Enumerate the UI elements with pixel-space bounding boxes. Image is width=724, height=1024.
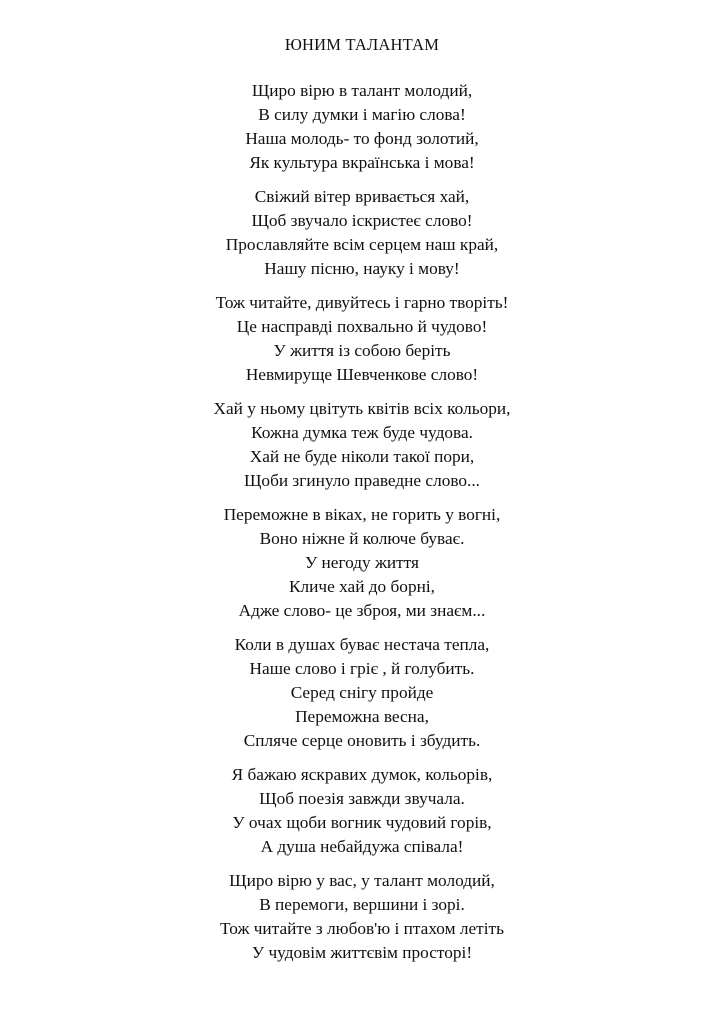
poem-line: Хай не буде ніколи такої пори,	[249, 447, 475, 466]
poem-line: В силу думки і магію слова!	[258, 105, 466, 124]
poem-line: Нашу пісню, науку і мову!	[264, 259, 460, 278]
poem-stanza	[0, 869, 724, 965]
poem-line: Кличе хай до борні,	[289, 577, 435, 596]
poem-stanza	[0, 763, 724, 859]
poem-line: Переможне в віках, не горить у вогні,	[223, 505, 501, 524]
poem-line: У чудовім життєвім просторі!	[251, 943, 473, 962]
poem-stanza	[0, 79, 724, 175]
poem-stanza	[0, 185, 724, 281]
poem-line: Тож читайте з любов'ю і птахом летіть	[220, 919, 504, 938]
poem-line: Свіжий вітер вривається хай,	[254, 187, 470, 206]
poem-line: Наша молодь- то фонд золотий,	[245, 129, 479, 148]
poem-line: У негоду життя	[304, 553, 420, 572]
poem-line: Щиро вірю в талант молодий,	[251, 81, 473, 100]
poem-stanza	[0, 633, 724, 753]
poem-body	[0, 79, 724, 975]
stanza-list	[0, 79, 724, 965]
poem-line: Переможна весна,	[295, 707, 429, 726]
poem-line: Адже слово- це зброя, ми знаєм...	[238, 601, 486, 620]
poem-line: Воно ніжне й колюче буває.	[259, 529, 465, 548]
poem-line: Серед снігу пройде	[290, 683, 434, 702]
poem-line: В перемоги, вершини і зорі.	[259, 895, 465, 914]
poem-stanza	[0, 397, 724, 493]
poem-line: У очах щоби вогник чудовий горів,	[232, 813, 492, 832]
poem-line: У життя із собою беріть	[273, 341, 451, 360]
poem-line: Щоб поезія завжди звучала.	[259, 789, 465, 808]
poem-line: А душа небайдужа співала!	[260, 837, 464, 856]
poem-line: Щоб звучало іскристеє слово!	[251, 211, 473, 230]
poem-line: Спляче серце оновить і збудить.	[243, 731, 481, 750]
poem-line: Щоби згинуло праведне слово...	[244, 471, 480, 490]
poem-line: Наше слово і гріє , й голубить.	[249, 659, 475, 678]
poem-stanza	[0, 503, 724, 623]
poem-line: Тож читайте, дивуйтесь і гарно творіть!	[215, 293, 509, 312]
poem-line: Невмируще Шевченкове слово!	[245, 365, 479, 384]
poem-title: ЮНИМ ТАЛАНТАМ	[284, 35, 440, 54]
poem-line: Щиро вірю у вас, у талант молодий,	[229, 871, 495, 890]
poem-stanza	[0, 291, 724, 387]
poem-line: Коли в душах буває нестача тепла,	[234, 635, 490, 654]
poem-line: Прославляйте всім серцем наш край,	[225, 235, 499, 254]
poem-line: Я бажаю яскравих думок, кольорів,	[231, 765, 493, 784]
poem-line: Це насправді похвально й чудово!	[236, 317, 488, 336]
poem-line: Хай у ньому цвітуть квітів всіх кольори,	[213, 399, 511, 418]
poem-line: Кожна думка теж буде чудова.	[251, 423, 473, 442]
poem-line: Як культура вкраїнська і мова!	[249, 153, 475, 172]
